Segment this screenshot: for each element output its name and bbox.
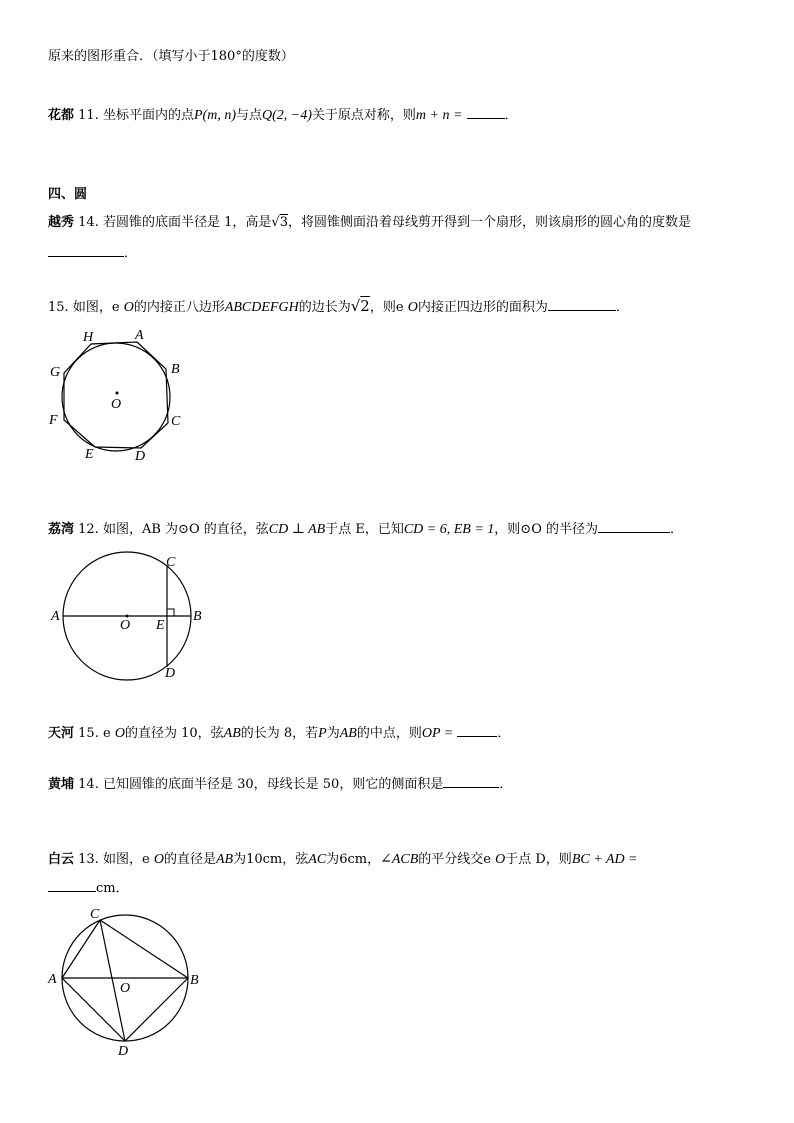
q7-text-5: 为 (326, 852, 340, 867)
answer-blank[interactable] (598, 520, 670, 533)
q3-text-5: 内接正四边形的面积为 (417, 300, 548, 315)
q7-angle: ∠ACB (380, 852, 419, 867)
sqrt-value: 3 (279, 215, 288, 230)
q7-o: O (153, 852, 164, 867)
question-huadu-11 (48, 106, 518, 125)
district-tag: 天河 (48, 726, 75, 741)
q7-text-2: 的直径是 (163, 852, 216, 867)
inscribed-quadrilateral-figure (45, 902, 215, 1062)
chord-figure (45, 550, 215, 685)
label-d: D (165, 666, 176, 681)
question-number: 15. (78, 726, 99, 741)
question-number: 15. (48, 300, 69, 315)
q1-text-3: 关于原点对称，则 (311, 108, 416, 123)
question-number: 12. (78, 522, 99, 537)
circle-symbol: e (483, 852, 491, 867)
q4-end: ． (669, 522, 683, 537)
question-number: 11. (78, 108, 99, 123)
q3-text-4: ，则 (369, 300, 396, 315)
circle-symbol: e (395, 300, 404, 315)
q3-o: O (123, 300, 134, 315)
answer-blank[interactable] (467, 106, 505, 119)
q7-text-7: 的平分线交 (418, 852, 484, 867)
q6-text: 已知圆锥的底面半径是 30，母线长是 50，则它的侧面积是 (102, 777, 444, 792)
q7-end: ． (115, 881, 129, 896)
q5-expression: OP = (421, 726, 454, 741)
question-liwan-12 (48, 520, 683, 539)
circle-symbol: e (142, 852, 150, 867)
q2-answer-line (48, 244, 137, 263)
q7-ac: AC (308, 852, 327, 867)
q4-text-2: 于点 E，已知 (325, 522, 404, 537)
octagon-figure (40, 322, 200, 462)
q5-o: O (114, 726, 125, 741)
q2-text-2: ，将圆锥侧面沿着母线剪开得到一个扇形，则该扇形的圆心角的度数是 (287, 215, 691, 230)
q7-value-2: 6cm (339, 852, 368, 867)
q7-text-4: ，弦 (282, 852, 309, 867)
q3-text-3: 的边长为 (298, 300, 351, 315)
answer-blank[interactable] (457, 724, 497, 737)
label-a: A (135, 328, 144, 343)
q1-expression: m + n = (415, 108, 463, 123)
label-c: C (166, 555, 176, 570)
q1-end: ． (504, 108, 518, 123)
q6-end: ． (499, 777, 513, 792)
question-yuexiu-14 (48, 214, 691, 232)
q7-expression: BC + AD = (571, 852, 638, 867)
q7-value-1: 10cm (246, 852, 283, 867)
answer-blank[interactable] (48, 244, 124, 257)
q1-point-q: Q(2, −4) (262, 108, 312, 123)
sqrt-symbol: √3 (271, 215, 288, 230)
q1-text-2: 与点 (236, 108, 263, 123)
label-f: F (49, 413, 58, 428)
answer-blank[interactable] (48, 879, 96, 892)
question-huangpu-14 (48, 775, 512, 794)
q5-text-3: 为 (326, 726, 340, 741)
label-e: E (85, 447, 94, 462)
q3-text-2: 的内接正八边形 (133, 300, 225, 315)
district-tag: 黄埔 (48, 777, 75, 792)
q5-ab: AB (223, 726, 241, 741)
q4-perpendicular: CD ⊥ AB (268, 522, 326, 537)
question-15-octagon (48, 297, 629, 317)
label-a: A (51, 609, 60, 624)
q5-ab-2: AB (339, 726, 357, 741)
label-a: A (48, 972, 57, 987)
q5-p: P (318, 726, 327, 741)
district-tag: 越秀 (48, 215, 75, 230)
question-number: 14. (78, 777, 99, 792)
q4-given: CD = 6, EB = 1 (403, 522, 495, 537)
label-b: B (193, 609, 202, 624)
label-c: C (90, 907, 100, 922)
sqrt-value: 2 (360, 297, 370, 315)
district-tag: 荔湾 (48, 522, 75, 537)
label-d: D (135, 449, 146, 464)
circle-symbol: e (102, 726, 111, 741)
label-o: O (111, 397, 122, 412)
circle-symbol: e (111, 300, 120, 315)
answer-blank[interactable] (548, 298, 616, 311)
q3-text-1: 如图， (72, 300, 112, 315)
q7-o-2: O (495, 852, 506, 867)
label-g: G (50, 365, 61, 380)
question-continuation (48, 48, 294, 66)
q7-text-8: 于点 D，则 (505, 852, 572, 867)
q2-text: 若圆锥的底面半径是 1，高是 (102, 215, 272, 230)
q0-text: 原来的图形重合．（填写小于180°的度数） (48, 49, 294, 64)
q5-text-4: 的中点，则 (356, 726, 422, 741)
q7-ab: AB (215, 852, 234, 867)
q4-text-3: ，则⊙O 的半径为 (494, 522, 598, 537)
sqrt-symbol: √2 (350, 297, 370, 315)
q2-end: ． (124, 246, 138, 261)
q1-point-p: P(m, n) (194, 108, 236, 123)
label-e: E (156, 618, 165, 633)
q3-polygon: ABCDEFGH (224, 300, 299, 315)
q5-end: ． (497, 726, 511, 741)
q3-o-2: O (407, 300, 418, 315)
q7-answer-line (48, 879, 129, 898)
q1-text-1: 坐标平面内的点 (102, 108, 194, 123)
q7-text-6: ， (367, 852, 381, 867)
q5-text-1: 的直径为 10，弦 (124, 726, 224, 741)
label-h: H (83, 330, 94, 345)
label-c: C (171, 414, 181, 429)
question-tianhe-15 (48, 724, 510, 743)
question-number: 13. (78, 852, 99, 867)
district-tag: 白云 (48, 852, 75, 867)
section-title: 四、圆 (48, 187, 88, 202)
answer-blank[interactable] (443, 775, 499, 788)
label-d: D (118, 1044, 129, 1059)
label-b: B (190, 973, 199, 988)
q4-text-1: 如图，AB 为⊙O 的直径，弦 (102, 522, 269, 537)
q7-text-3: 为 (233, 852, 247, 867)
q5-text-2: 的长为 8，若 (240, 726, 319, 741)
q7-text-1: 如图， (102, 852, 142, 867)
label-o: O (120, 981, 131, 996)
question-baiyun-13 (48, 851, 638, 869)
q3-end: ． (615, 300, 629, 315)
q7-unit: cm (96, 881, 116, 896)
district-tag: 花都 (48, 108, 75, 123)
question-number: 14. (78, 215, 99, 230)
label-o: O (120, 618, 131, 633)
label-b: B (171, 362, 180, 377)
